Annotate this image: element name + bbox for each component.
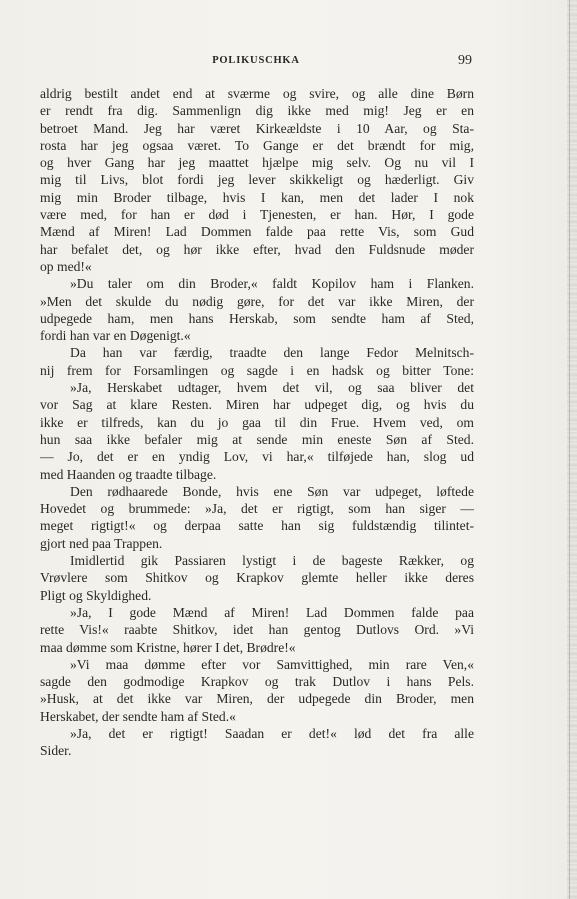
text-line: er rendt fra dig. Sammenlign dig ikke med mig! Jeg er en <box>40 103 474 119</box>
text-line: Da han var færdig, traadte den lange Fedor Melnitsch- <box>70 345 474 361</box>
text-line: rette Vis!« raabte Shitkov, idet han gentog Dutlovs Ord. »Vi <box>40 622 474 638</box>
text-line: Imidlertid gik Passiaren lystigt i de bageste Rækker, og <box>70 553 474 569</box>
running-head: POLIKUSCHKA <box>212 55 300 66</box>
text-line: Hovedet og brummede: »Ja, det er rigtigt, som han siger — <box>40 501 474 517</box>
text-line: meget rigtigt!« og derpaa satte han sig fuldstændig tilintet- <box>40 518 474 534</box>
text-line: hun saa ikke befaler mig at sende min eneste Søn af Sted. <box>40 431 474 447</box>
text-line: med Haanden og traadte tilbage. <box>40 466 217 482</box>
text-line: mig min Broder tilbage, hvis I kan, men det lader I nok <box>40 189 474 205</box>
text-line: maa dømme som Kristne, hører I det, Brødre!« <box>40 639 296 655</box>
text-line: Pligt og Skyldighed. <box>40 587 152 603</box>
text-line: »Husk, at det ikke var Miren, der udpegede din Broder, men <box>40 691 474 707</box>
text-line: Sider. <box>40 743 72 759</box>
text-line: sagde den godmodige Krapkov og trak Dutlov i hans Pels. <box>40 674 474 690</box>
page-header <box>40 53 472 73</box>
text-line: har befalet det, og hør ikke efter, hvad den Fuldsnude møder <box>40 241 474 257</box>
text-line: Vrøvlere som Shitkov og Krapkov glemte heller ikke deres <box>40 570 474 586</box>
text-line: ikke er tilfreds, kan du jo gaa til din Frue. Hvem ved, om <box>40 414 474 430</box>
text-line: gjort ned paa Trappen. <box>40 535 163 551</box>
text-line: Herskabet, der sendte ham af Sted.« <box>40 708 236 724</box>
text-line: Den rødhaarede Bonde, hvis ene Søn var udpeget, løftede <box>70 483 474 499</box>
text-line: »Ja, Herskabet udtager, hvem det vil, og saa bliver det <box>70 380 474 396</box>
text-line: fordi han var en Døgenigt.« <box>40 328 191 344</box>
text-line: »Du taler om din Broder,« faldt Kopilov ham i Flanken. <box>70 276 474 292</box>
text-line: nij frem for Forsamlingen og sagde i en hadsk og bitter Tone: <box>40 362 474 378</box>
text-line: vor Sag at klare Resten. Miren har udpeget dig, og hvis du <box>40 397 474 413</box>
text-line: udpegede ham, men hans Herskab, som sendte ham af Sted, <box>40 310 474 326</box>
body-text <box>40 85 474 760</box>
text-line: »Vi maa dømme efter vor Samvittighed, min rare Ven,« <box>70 656 474 672</box>
text-line: aldrig bestilt andet end at sværme og svire, og alle dine Børn <box>40 86 474 101</box>
text-line: betroet Mand. Jeg har været Kirkeældste i 10 Aar, og Sta- <box>40 120 474 136</box>
text-line: op med!« <box>40 258 92 274</box>
text-line: »Ja, I gode Mænd af Miren! Lad Dommen falde paa <box>70 604 474 620</box>
page-number: 99 <box>458 53 472 68</box>
text-line: Mænd af Miren! Lad Dommen falde paa rette Vis, som Gud <box>40 224 474 240</box>
text-line: og hver Gang har jeg maattet hjælpe mig selv. Og nu vil I <box>40 155 474 171</box>
text-line: mig til Livs, blot fordi jeg lever skikkeligt og hæderligt. Giv <box>40 172 474 188</box>
text-line: rosta har jeg ogsaa været. To Gange er det brændt for mig, <box>40 137 474 153</box>
text-line: — Jo, det er en yndig Lov, vi har,« tilføjede han, slog ud <box>40 449 474 465</box>
text-line: »Ja, det er rigtigt! Saadan er det!« lød det fra alle <box>70 725 474 741</box>
text-line: være med, for han er død i Tjenesten, er han. Hør, I gode <box>40 207 474 223</box>
text-line: »Men det skulde du nødig gøre, for det var ikke Miren, der <box>40 293 474 309</box>
binding-line <box>569 0 570 899</box>
